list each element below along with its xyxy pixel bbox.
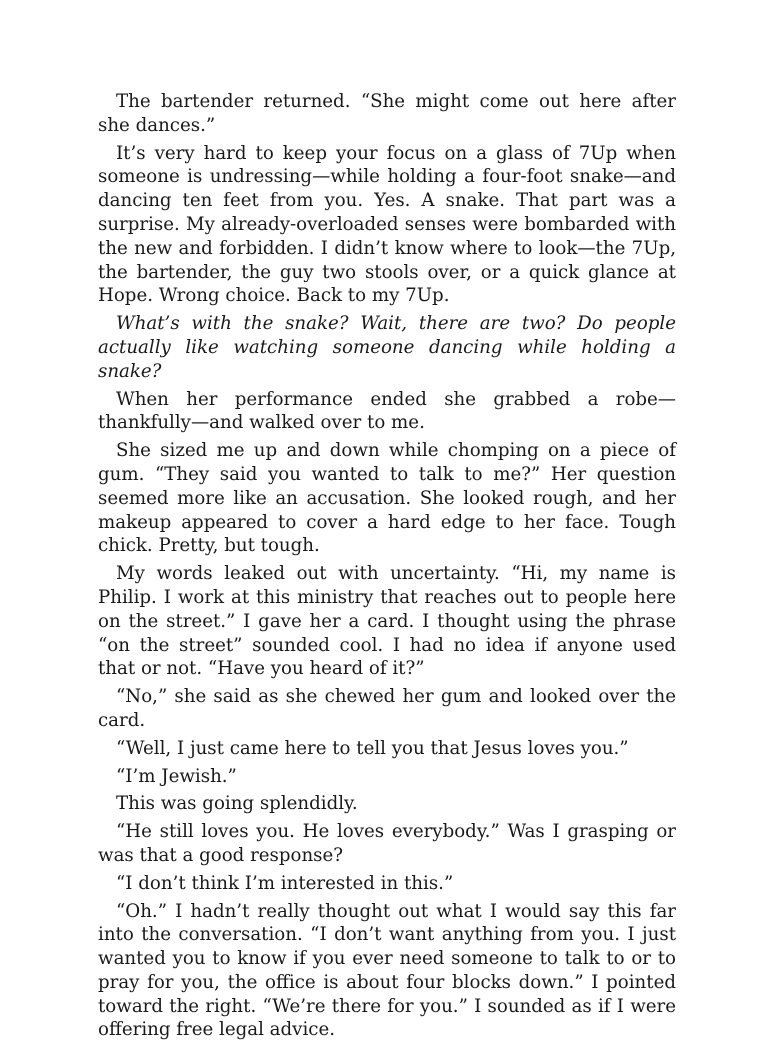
paragraph-2: It’s very hard to keep your focus on a glass of 7Up when someone is undressing—while holding a four-foot snake—and dancing ten feet from you. Yes. A snake. That part was a surprise. My already-overloaded senses were bombarded with the new and forbidden. I didn’t know where to look—the 7Up, the bartender, the guy two stools over, or a quick glance at Hope. Wrong choice. Back to my 7Up. [98,142,676,307]
book-page [98,90,676,1046]
paragraph-7: “No,” she said as she chewed her gum and looked over the card. [98,686,676,731]
paragraph-1: The bartender returned. “She might come out here after she dances.” [98,91,676,136]
paragraph-12: “I don’t think I’m interested in this.” [116,872,454,894]
paragraph-8: “Well, I just came here to tell you that Jesus loves you.” [116,737,629,759]
paragraph-10: This was going splendidly. [116,793,358,815]
paragraph-13: “Oh.” I hadn’t really thought out what I would say this far into the conversation. “I don’t want anything from you. I just wanted you to know if you ever need someone to talk to or to pray for you, the office is about four blocks down.” I pointed toward the right. “We’re there for you.” I sounded as if I were offering free legal advice. [98,900,676,1041]
paragraph-4: When her performance ended she grabbed a robe—thankfully—and walked over to me. [98,388,676,434]
paragraph-3-inner-thought: What’s with the snake? Wait, there are two? Do people actually like watching someone dancing while holding a snake? [98,313,676,382]
paragraph-11: “He still loves you. He loves everybody.” Was I grasping or was that a good response? [98,821,676,866]
paragraph-6: My words leaked out with uncertainty. “Hi, my name is Philip. I work at this ministry that reaches out to people here on the street.” I gave her a card. I thought using the phrase “on the street” sounded cool. I had no idea if anyone used that or not. “Have you heard of it?” [98,563,676,680]
paragraph-9: “I’m Jewish.” [116,765,237,787]
paragraph-5: She sized me up and down while chomping on a piece of gum. “They said you wanted to talk to me?” Her question seemed more like an accusation. She looked rough, and her makeup appeared to cover a hard edge to her face. Tough chick. Pretty, but tough. [98,440,676,557]
